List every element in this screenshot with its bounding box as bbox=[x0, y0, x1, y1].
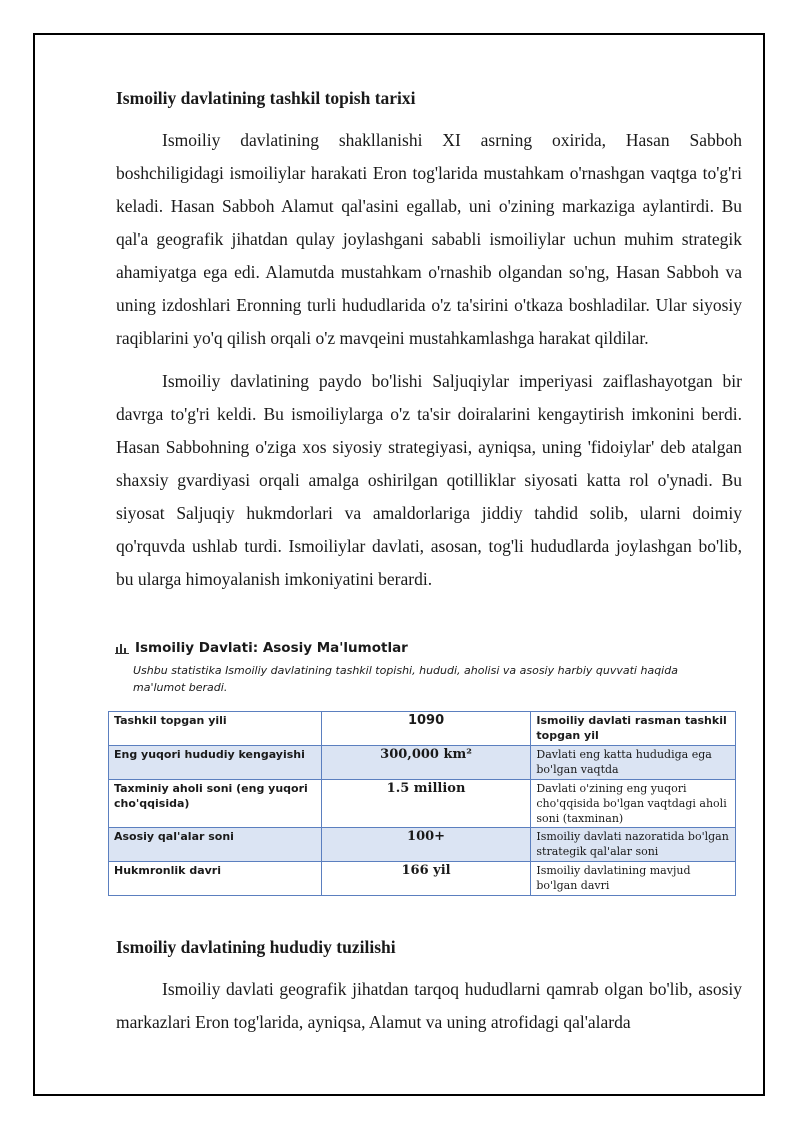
table-row bbox=[109, 712, 736, 746]
bar-chart-icon bbox=[115, 642, 129, 654]
paragraph-2: Ismoiliy davlatining paydo bo'lishi Saljuqiylar imperiyasi zaiflashayotgan bir davrga to'g'ri keldi. Bu ismoiliylarga o'z ta'sir doiralarini kengaytirish imkonini berdi. Hasan Sabbohning o'ziga xos siyosiy strategiyasi, ayniqsa, uning 'fidoiylar' deb atalgan shaxsiy gvardiyasi orqali amalga oshirilgan qotilliklar siyosati katta rol o'ynadi. Bu siyosat Saljuqiy hukmdorlari va amaldorlariga jiddiy tahdid solib, ularni doimiy qo'rquvda ushlab turdi. Ismoiliylar davlati, asosan, tog'li hududlarda joylashgan bo'lib, bu ularga himoyalanish imkoniyatini berardi. bbox=[116, 371, 742, 589]
section-heading-history: Ismoiliy davlatining tashkil topish tarixi bbox=[116, 88, 416, 108]
table-row bbox=[109, 780, 736, 828]
row-label: Tashkil topgan yili bbox=[109, 712, 322, 746]
table-row bbox=[109, 862, 736, 896]
row-note: Davlati o'zining eng yuqori cho'qqisida bo'lgan vaqtdagi aholi soni (taxminan) bbox=[531, 780, 736, 828]
stats-header bbox=[115, 640, 741, 696]
stats-title: Ismoiliy Davlati: Asosiy Ma'lumotlar bbox=[135, 640, 408, 656]
row-note: Davlati eng katta hududiga ega bo'lgan vaqtda bbox=[531, 746, 736, 780]
row-value: 100+ bbox=[321, 828, 531, 862]
row-note: Ismoiliy davlati nazoratida bo'lgan strategik qal'alar soni bbox=[531, 828, 736, 862]
history-body bbox=[116, 124, 742, 596]
row-label: Taxminiy aholi soni (eng yuqori cho'qqisida) bbox=[109, 780, 322, 828]
row-value: 1.5 million bbox=[321, 780, 531, 828]
section-heading-territory: Ismoiliy davlatining hududiy tuzilishi bbox=[116, 937, 396, 957]
table-row bbox=[109, 828, 736, 862]
table-row bbox=[109, 746, 736, 780]
paragraph-3: Ismoiliy davlati geografik jihatdan tarqoq hududlarni qamrab olgan bo'lib, asosiy markazlari Eron tog'larida, ayniqsa, Alamut va uning atrofidagi qal'alarda bbox=[116, 979, 742, 1032]
stats-title-row bbox=[115, 640, 741, 656]
row-label: Hukmronlik davri bbox=[109, 862, 322, 896]
row-note: Ismoiliy davlatining mavjud bo'lgan davri bbox=[531, 862, 736, 896]
row-value: 300,000 km² bbox=[321, 746, 531, 780]
paragraph-1: Ismoiliy davlatining shakllanishi XI asrning oxirida, Hasan Sabboh boshchiligidagi ismoiliylar harakati Eron tog'larida mustahkam o'rnashgan vaqtga to'g'ri keladi. Hasan Sabboh Alamut qal'asini egallab, uni o'zining markaziga aylantirdi. Bu qal'a geografik jihatdan qulay joylashgani sababli ismoiliylar uchun muhim strategik ahamiyatga ega edi. Alamutda mustahkam o'rnashib olgandan so'ng, Hasan Sabboh va uning izdoshlari Eronning turli hududlarida o'z ta'sirini o'tkaza boshladilar. Ular siyosiy raqiblarini yo'q qilish orqali o'z mavqeini mustahkamlashga harakat qildilar. bbox=[116, 130, 742, 348]
row-label: Eng yuqori hududiy kengayishi bbox=[109, 746, 322, 780]
row-value: 1090 bbox=[321, 712, 531, 746]
territory-body bbox=[116, 973, 742, 1039]
row-value: 166 yil bbox=[321, 862, 531, 896]
row-label: Asosiy qal'alar soni bbox=[109, 828, 322, 862]
stats-description: Ushbu statistika Ismoiliy davlatining tashkil topishi, hududi, aholisi va asosiy harbiy quvvati haqida ma'lumot beradi. bbox=[133, 664, 678, 694]
stats-table bbox=[108, 711, 736, 896]
row-note: Ismoiliy davlati rasman tashkil topgan yil bbox=[531, 712, 736, 746]
